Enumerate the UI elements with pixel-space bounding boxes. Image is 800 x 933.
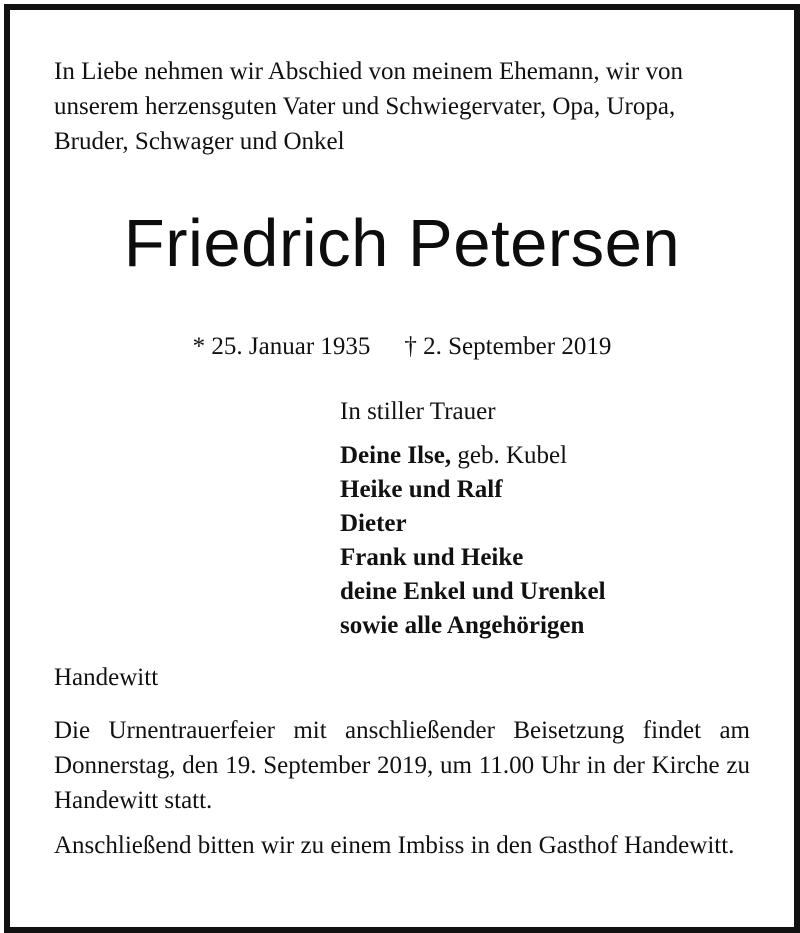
- mourner-spouse-maiden: geb. Kubel: [451, 442, 568, 469]
- ceremony-text: Die Urnentrauerfeier mit anschließender Beisetzung findet am Donnerstag, den 19. September 2019, um 11.00 Uhr in der Kirche zu Handewitt statt.: [54, 717, 750, 814]
- mourner-item: sowie alle Angehörigen: [340, 612, 585, 639]
- life-dates: [54, 329, 750, 364]
- place-name: Handewitt: [54, 664, 159, 691]
- notice-frame: [4, 4, 800, 933]
- deceased-name: Friedrich Petersen: [123, 206, 681, 281]
- mourner-spouse: [340, 439, 750, 473]
- death-date: † 2. September 2019: [404, 333, 612, 360]
- mourner-item: Heike und Ralf: [340, 476, 503, 503]
- mourner-item: deine Enkel und Urenkel: [340, 578, 606, 605]
- mourner-item: Dieter: [340, 510, 407, 537]
- mourning-heading: In stiller Trauer: [340, 398, 496, 425]
- notice-content: [54, 10, 750, 863]
- intro-text: In Liebe nehmen wir Abschied von meinem Ehemann, wir von unserem herzensguten Vater und Schwiegervater, Opa, Uropa, Bruder, Schwager und Onkel: [54, 58, 684, 155]
- mourner-item: Frank und Heike: [340, 544, 524, 571]
- mourners-list: [340, 439, 750, 643]
- birth-date: * 25. Januar 1935: [192, 333, 371, 360]
- reception-text: Anschließend bitten wir zu einem Imbiss in den Gasthof Handewitt.: [54, 832, 735, 859]
- mourner-spouse-name: Deine Ilse,: [340, 442, 452, 469]
